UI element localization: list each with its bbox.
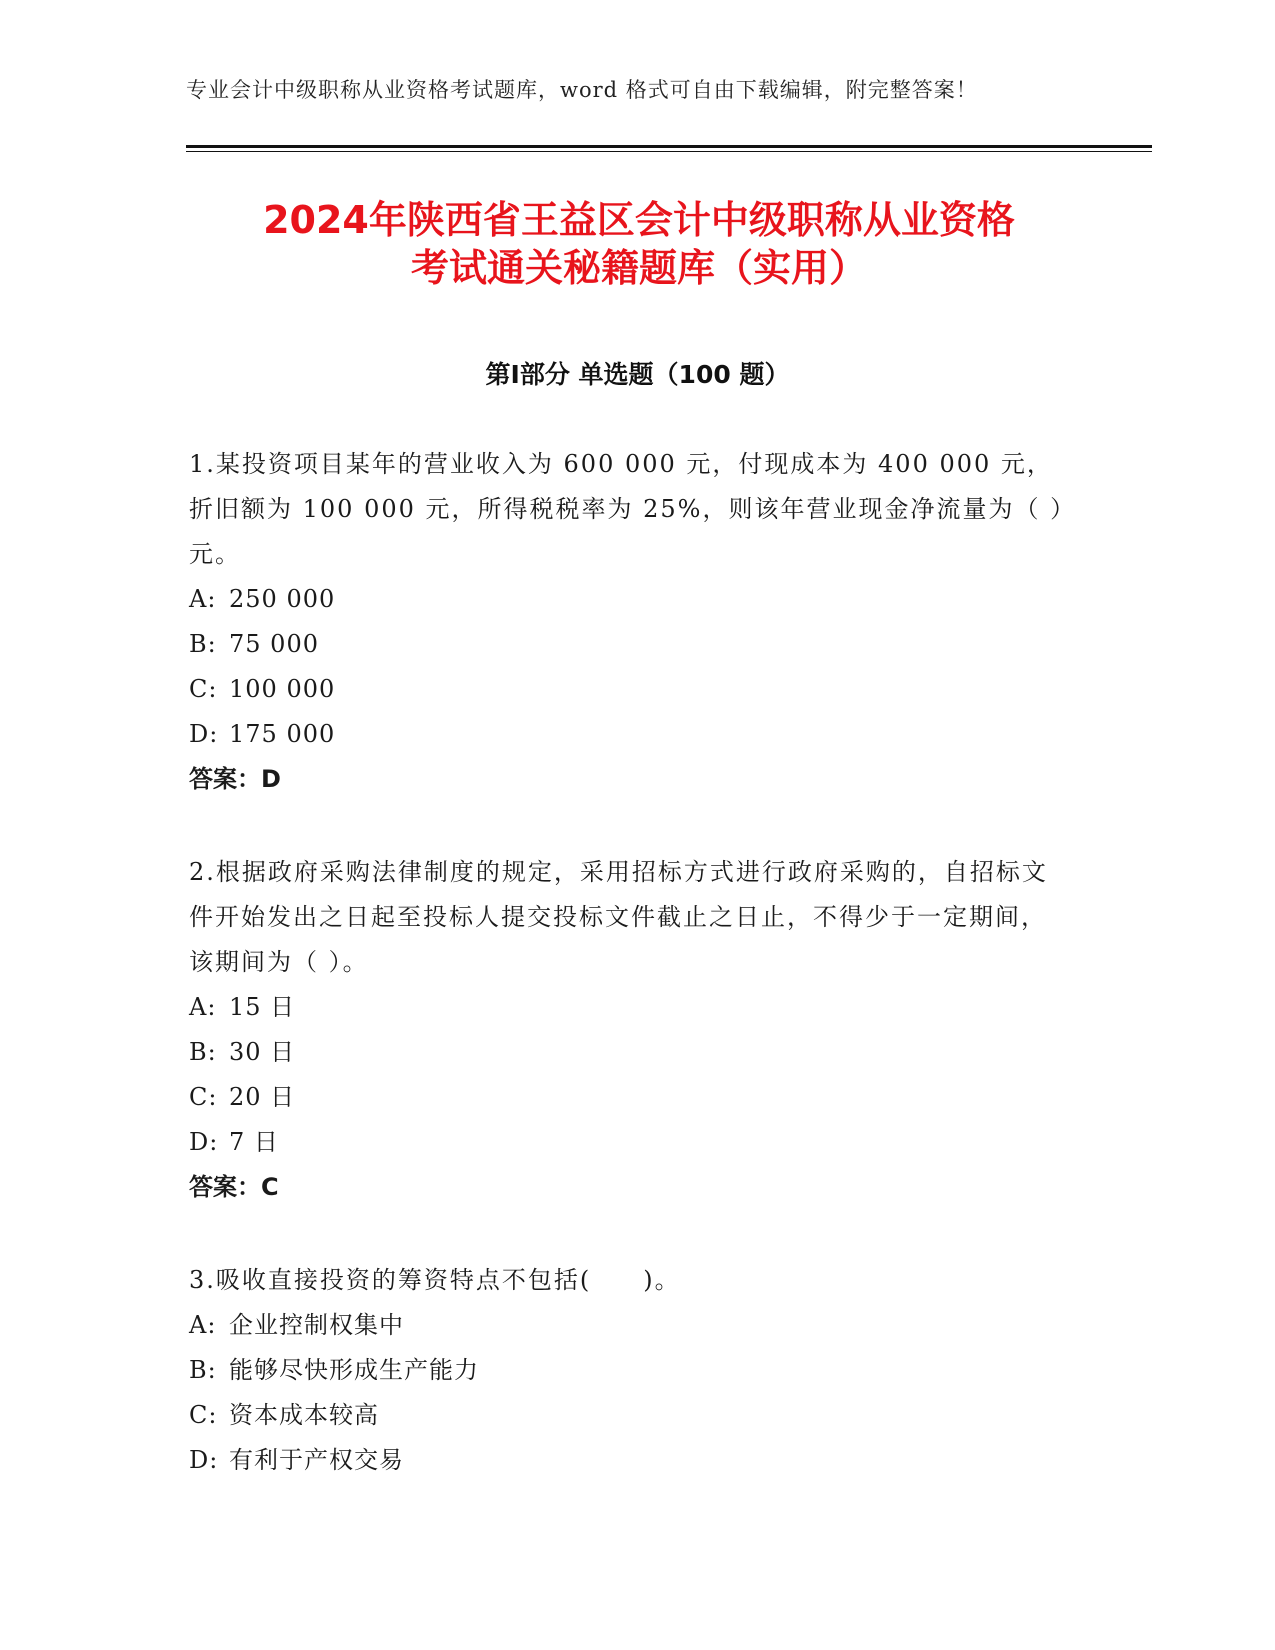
option-b — [189, 1030, 1069, 1075]
question-1 — [189, 442, 1069, 802]
answer: 答案：C — [189, 1173, 279, 1201]
option-letter: A: — [189, 1311, 217, 1339]
option-text: 75 000 — [229, 630, 319, 658]
option-text: 30 日 — [229, 1038, 296, 1066]
question-3 — [189, 1258, 1069, 1483]
option-letter: B: — [189, 1356, 217, 1384]
option-letter: D: — [189, 1446, 219, 1474]
option-text: 20 日 — [229, 1083, 296, 1111]
option-text: 250 000 — [229, 585, 336, 613]
question-stem: 1.某投资项目某年的营业收入为 600 000 元，付现成本为 400 000 元，折旧额为 100 000 元，所得税税率为 25%，则该年营业现金净流量为（ ）元。 — [189, 450, 1065, 568]
option-text: 7 日 — [229, 1128, 279, 1156]
option-letter: A: — [189, 993, 217, 1021]
option-letter: B: — [189, 1038, 217, 1066]
option-a — [189, 1303, 1069, 1348]
option-c — [189, 667, 1069, 712]
section-title: 第Ⅰ部分 单选题（100 题） — [485, 360, 790, 389]
option-text: 有利于产权交易 — [229, 1446, 404, 1474]
header-note: 专业会计中级职称从业资格考试题库，word 格式可自由下载编辑，附完整答案！ — [186, 78, 978, 102]
option-text: 能够尽快形成生产能力 — [229, 1356, 479, 1384]
option-letter: C: — [189, 1401, 218, 1429]
option-c — [189, 1075, 1069, 1120]
answer: 答案：D — [189, 765, 281, 793]
option-b — [189, 622, 1069, 667]
option-d — [189, 712, 1069, 757]
option-c — [189, 1393, 1069, 1438]
header-divider-thin — [186, 151, 1152, 152]
option-letter: A: — [189, 585, 217, 613]
option-text: 15 日 — [229, 993, 296, 1021]
question-stem: 3.吸收直接投资的筹资特点不包括( )。 — [189, 1266, 681, 1294]
option-a — [189, 985, 1069, 1030]
option-text: 100 000 — [229, 675, 336, 703]
option-letter: D: — [189, 720, 219, 748]
question-2 — [189, 850, 1069, 1210]
option-text: 资本成本较高 — [229, 1401, 379, 1429]
option-d — [189, 1120, 1069, 1165]
header-divider-thick — [186, 145, 1152, 148]
option-letter: C: — [189, 1083, 218, 1111]
option-b — [189, 1348, 1069, 1393]
option-text: 175 000 — [229, 720, 336, 748]
document-title — [186, 196, 1092, 292]
option-a — [189, 577, 1069, 622]
option-letter: C: — [189, 675, 218, 703]
option-text: 企业控制权集中 — [229, 1311, 404, 1339]
document-title-line-1: 2024年陕西省王益区会计中级职称从业资格 — [263, 198, 1015, 242]
option-letter: B: — [189, 630, 217, 658]
question-stem: 2.根据政府采购法律制度的规定，采用招标方式进行政府采购的，自招标文件开始发出之日起至投标人提交投标文件截止之日止，不得少于一定期间，该期间为（ ）。 — [189, 858, 1048, 976]
option-d — [189, 1438, 1069, 1483]
option-letter: D: — [189, 1128, 219, 1156]
document-title-line-2: 考试通关秘籍题库（实用） — [410, 246, 867, 290]
